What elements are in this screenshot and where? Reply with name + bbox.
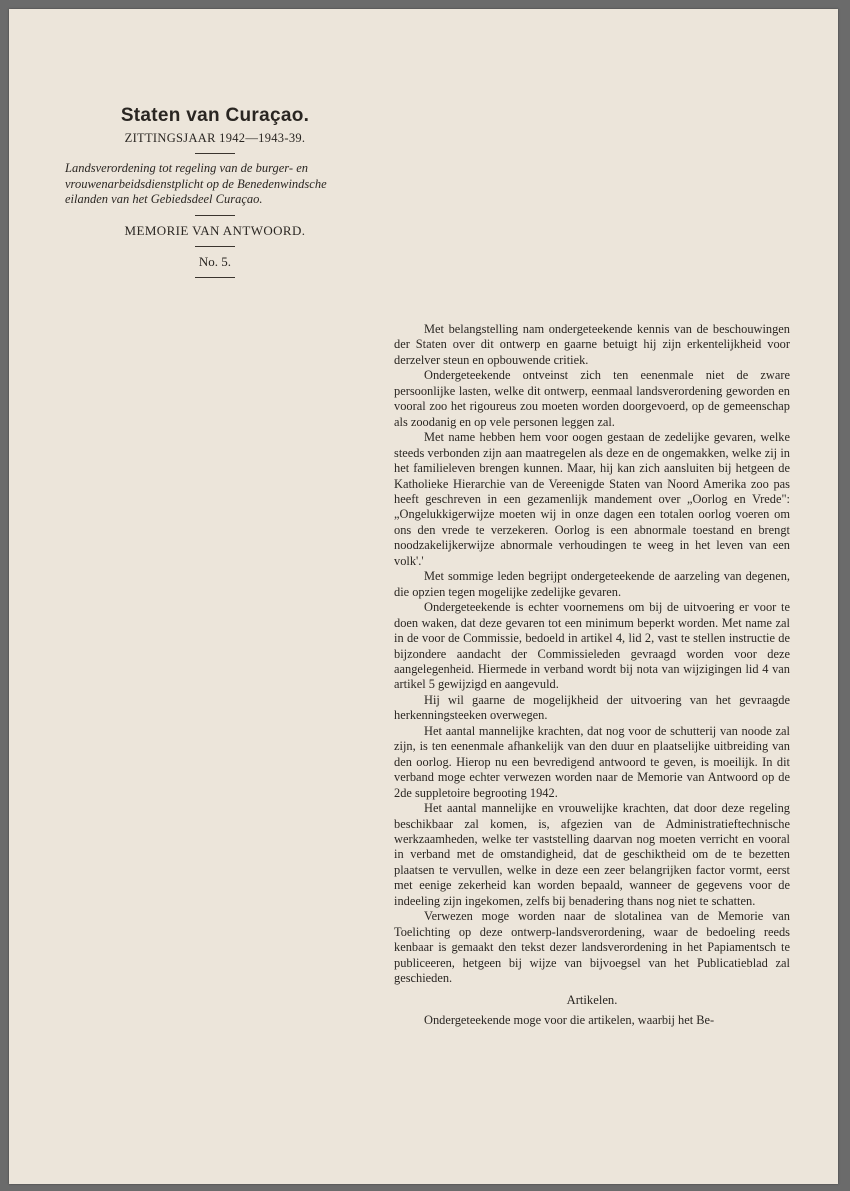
divider [195,215,235,216]
paragraph: Het aantal mannelijke krachten, dat nog voor de schutterij van noode zal zijn, is ten eenenmale afhankelijk van den duur en plaatselijke uitbreiding van den oorlog. Hierop nu een bevredigend antwoord te geven, is moeilijk. In dit verband moge echter verwezen worden naar de Memorie van Antwoord op de 2de suppletoire begrooting 1942. [394,723,790,800]
session-year: ZITTINGSJAAR 1942—1943-39. [124,131,306,145]
memo-title: MEMORIE VAN ANTWOORD. [124,222,306,238]
document-number: No. 5. [198,253,232,269]
divider [195,277,235,278]
paragraph: Met name hebben hem voor oogen gestaan de zedelijke gevaren, welke steeds verbonden zijn aan maatregelen als deze en de ongemakken, welke zij in het familieleven brengen kunnen. Maar, hij kan zich aansluiten bij hetgeen de Katholieke Hierarchie van de Vereenigde Staten van Noord Amerika zoo pas heeft geschreven in een gezamenlijk mandement over „Oorlog en Vrede": „Ongelukkigerwijze moeten wij in onze dagen een totalen oorlog voeren om ons den vrede te verzekeren. Oorlog is een abnormale toestand en brengt noodzakelijkerwijze abnormale verhoudingen te weeg in het leven van een volk'.' [394,430,790,568]
paragraph: Hij wil gaarne de mogelijkheid der uitvoering van het gevraagde herkenningsteeken overwegen. [394,692,790,723]
document-page [9,9,838,1184]
document-title: Staten van Curaçao. [120,105,310,126]
document-header [65,105,365,285]
paragraph: Het aantal mannelijke en vrouwelijke krachten, dat door deze regeling beschikbaar zal komen, is, afgezien van de Administratieftechnische werkzaamheden, welke ter vaststelling daarvan nog moeten verricht en vooral in verband met de omstandigheid, dat de geschiktheid om de te bezetten plaatsen te vervullen, welke in deze een zeer belangrijken factor vormt, eerst met eenige zekerheid kan worden bepaald, wanneer de gegevens voor de indeeling zijn ingekomen, zelfs bij benadering thans nog niet te schatten. [394,801,790,908]
paragraph: Ondergeteekende ontveinst zich ten eenenmale niet de zware persoonlijke lasten, welke dit ontwerp, eenmaal landsverordening geworden en vooral zoo het rigoureus zou moeten worden doorgevoerd, op de gemeenschap als zoodanig en op vele personen leggen zal. [394,368,790,429]
subject-line: Landsverordening tot regeling van de burger- en vrouwenarbeidsdienstplicht op de Benedenwindsche eilanden van het Gebiedsdeel Curaçao. [65,161,327,206]
paragraph: Ondergeteekende moge voor die artikelen, waarbij het Be- [424,1012,715,1027]
paragraph: Met belangstelling nam ondergeteekende kennis van de beschouwingen der Staten over dit ontwerp en gaarne betuigt hij zijn erkentelijkheid voor derzelver steun en opbouwende critiek. [394,322,790,367]
paragraph: Met sommige leden begrijpt ondergeteekende de aarzeling van degenen, die opzien tegen mogelijke zedelijke gevaren. [394,569,790,599]
section-heading: Artikelen. [566,993,618,1008]
divider [195,153,235,154]
document-body [394,322,790,1028]
divider [195,246,235,247]
paragraph: Ondergeteekende is echter voornemens om bij de uitvoering er voor te doen waken, dat deze gevaren tot een minimum beperkt worden. Met name zal in de voor de Commissie, bedoeld in artikel 4, lid 2, vast te stellen instructie de bijzondere aandacht der Commissieleden gevraagd worden voor deze aangelegenheid. Hiermede in verband wordt bij nota van wijzigingen lid 4 van artikel 5 gewijzigd en aangevuld. [394,600,790,692]
paragraph: Verwezen moge worden naar de slotalinea van de Memorie van Toelichting op deze ontwerp-landsverordening, waar de bedoeling reeds kenbaar is gemaakt den tekst dezer landsverordening in het Papiamentsch te publiceeren, hetgeen bij wijze van bijvoegsel van het Publicatieblad zal geschieden. [394,909,790,986]
